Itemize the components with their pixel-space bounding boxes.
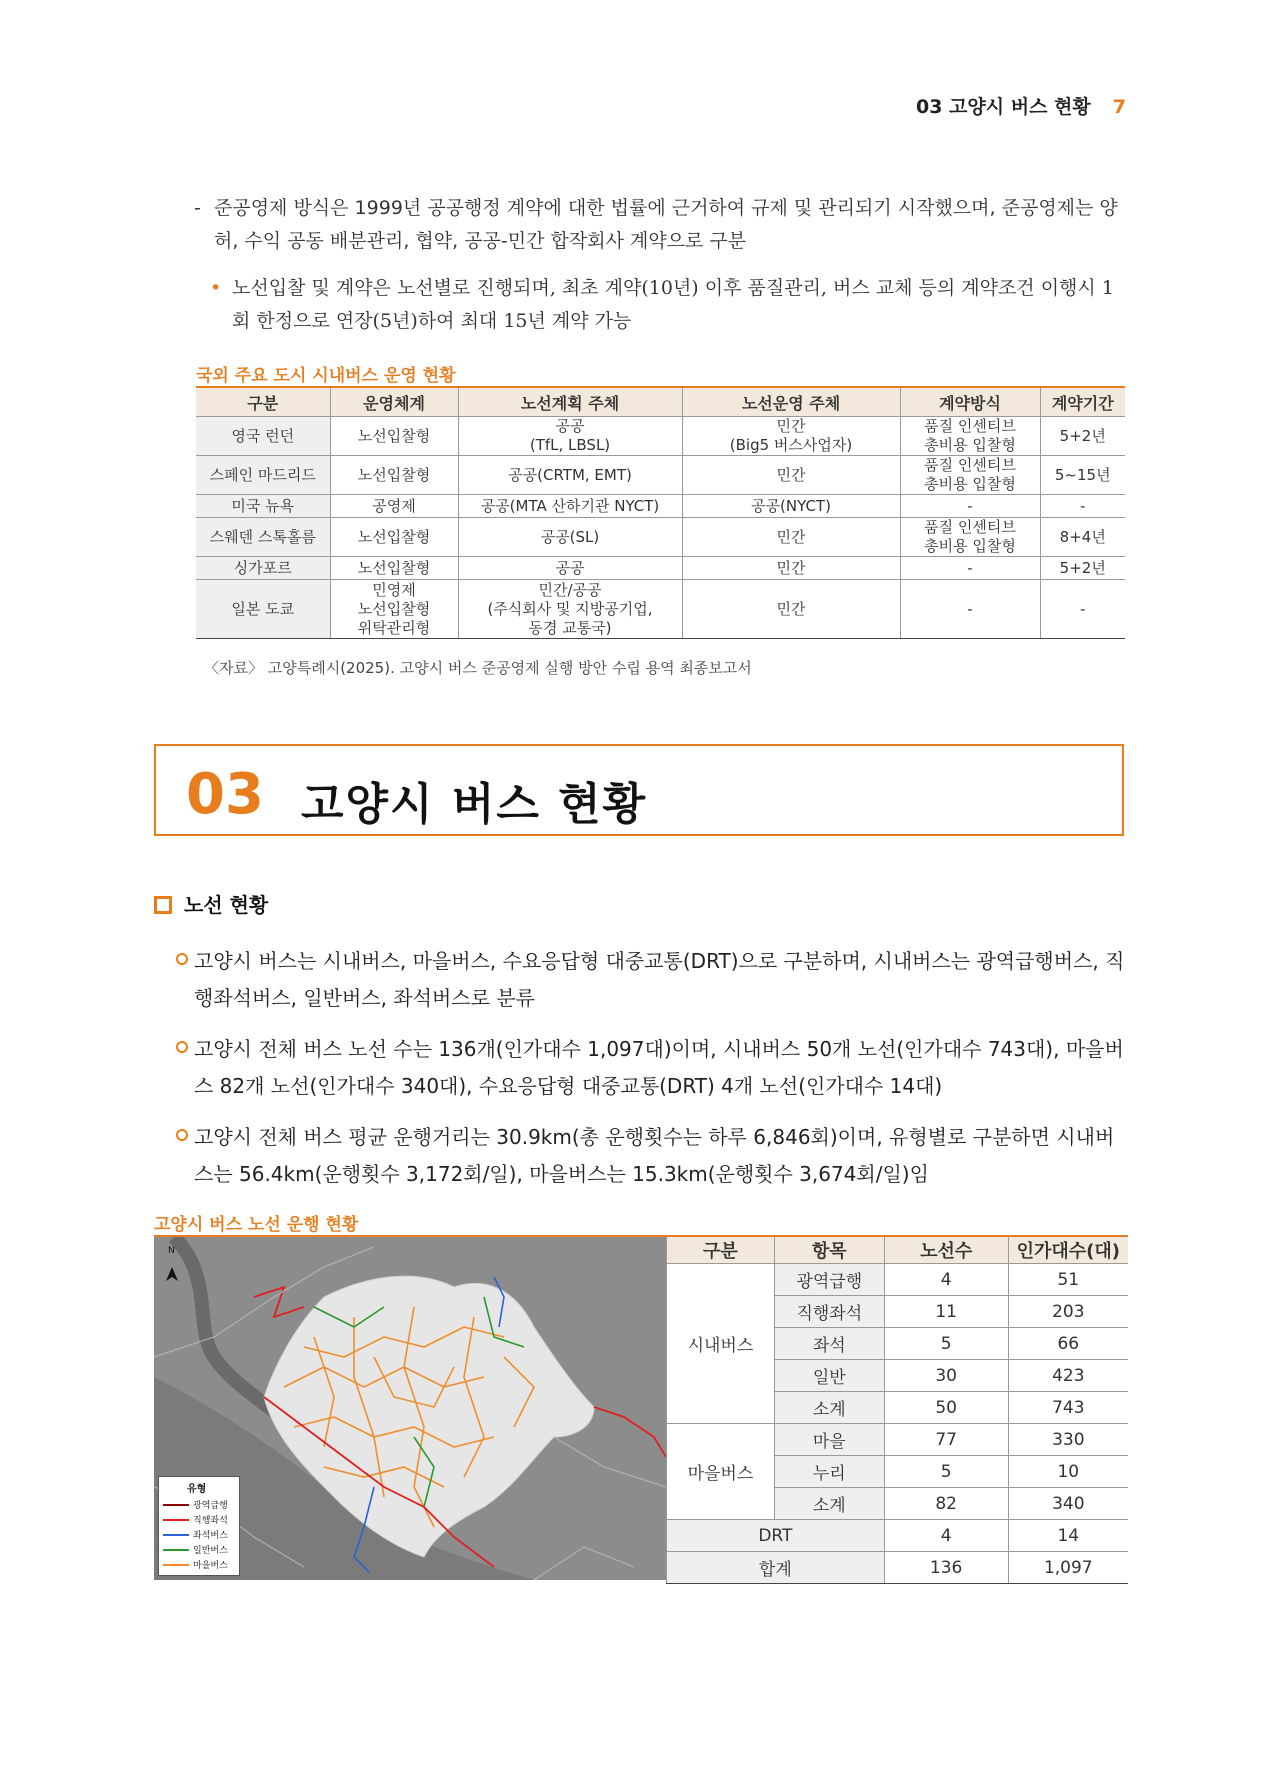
item-cell: 좌석 [774,1328,884,1360]
table-row [196,417,1125,456]
paragraph-text: 고양시 버스는 시내버스, 마을버스, 수요응답형 대중교통(DRT)으로 구분하며, 시내버스는 광역급행버스, 직행좌석버스, 일반버스, 좌석버스로 분류 [194,949,1125,1010]
table-row [196,557,1125,580]
table1-header-row [196,387,1125,417]
legend-item [159,1527,239,1542]
item-cell: 소계 [774,1488,884,1520]
table-cell: - [900,557,1040,580]
table-cell: 공공(MTA 산하기관 NYCT) [458,495,682,518]
table1-header-cell: 계약방식 [900,387,1040,417]
row-label-cell: 싱가포르 [196,557,330,580]
vehicles-cell: 66 [1008,1328,1128,1360]
group-cell: 마을버스 [667,1424,775,1520]
legend-item [159,1512,239,1527]
body-paragraph [176,943,1126,1017]
section-heading-box [154,744,1124,836]
table-cell: 품질 인센티브 총비용 입찰형 [900,417,1040,456]
table2-header-cell: 노선수 [884,1236,1008,1264]
legend-label: 마을버스 [193,1561,228,1571]
count-cell: 77 [884,1424,1008,1456]
section-number: 03 [186,762,264,827]
count-cell: 136 [884,1552,1008,1584]
item-cell: 소계 [774,1392,884,1424]
table2-header-cell: 구분 [667,1236,775,1264]
running-header-title: 03 고양시 버스 현황 [916,96,1091,118]
row-label-cell: 영국 런던 [196,417,330,456]
group-cell: 시내버스 [667,1264,775,1424]
intro-bullet-paragraph [210,272,1124,338]
table-cell: - [1040,580,1125,639]
intro-bullet-text: 노선입찰 및 계약은 노선별로 진행되며, 최초 계약(10년) 이후 품질관리, 버스 교체 등의 계약조건 이행시 1회 한정으로 연장(5년)하여 최대 15년 계약 가능 [232,277,1114,332]
bullet-marker: • [210,277,222,299]
table-cell: 5~15년 [1040,456,1125,495]
legend-swatch [163,1519,189,1521]
count-cell: 30 [884,1360,1008,1392]
count-cell: 5 [884,1328,1008,1360]
table-cell: 공공(NYCT) [682,495,900,518]
table-cell: 노선입찰형 [330,518,458,557]
table-cell: 공영제 [330,495,458,518]
figure-caption: 고양시 버스 노선 운행 현황 [154,1215,359,1235]
count-cell: 4 [884,1520,1008,1552]
vehicles-cell: 51 [1008,1264,1128,1296]
table1-header-cell: 노선운영 주체 [682,387,900,417]
table-row [196,456,1125,495]
count-cell: 11 [884,1296,1008,1328]
legend-swatch [163,1549,189,1551]
vehicles-cell: 10 [1008,1456,1128,1488]
table1-header-cell: 계약기간 [1040,387,1125,417]
row-label-cell: 일본 도쿄 [196,580,330,639]
table-cell: 공공(CRTM, EMT) [458,456,682,495]
paragraph-text: 고양시 전체 버스 노선 수는 136개(인가대수 1,097대)이며, 시내버스 50개 노선(인가대수 743대), 마을버스 82개 노선(인가대수 340대), 수요응답형 대중교통(DRT) 4개 노선(인가대수 14대) [194,1037,1124,1098]
table-cell: 노선입찰형 [330,557,458,580]
legend-label: 직행좌석 [193,1516,228,1526]
table1-header-cell: 구분 [196,387,330,417]
legend-title: 유형 [187,1484,207,1495]
count-cell: 5 [884,1456,1008,1488]
table-cell: - [1040,495,1125,518]
circle-bullet-icon [176,953,188,965]
item-cell: 광역급행 [774,1264,884,1296]
table-cell: 공공 [458,557,682,580]
vehicles-cell: 330 [1008,1424,1128,1456]
table-cell: 민간 [682,456,900,495]
item-cell: 일반 [774,1360,884,1392]
table-cell: 민간/공공 (주식회사 및 지방공기업, 동경 교통국) [458,580,682,639]
table-row [667,1552,1129,1584]
table-cell: 품질 인센티브 총비용 입찰형 [900,456,1040,495]
table-cell: 공공 (TfL, LBSL) [458,417,682,456]
table-cell: - [900,495,1040,518]
table-cell: 5+2년 [1040,557,1125,580]
table-row [667,1424,1129,1456]
map-legend [158,1476,240,1576]
table-cell: - [900,580,1040,639]
circle-bullet-icon [176,1041,188,1053]
item-cell: 누리 [774,1456,884,1488]
legend-item [159,1542,239,1557]
paragraph-text: 고양시 전체 버스 평균 운행거리는 30.9km(총 운행횟수는 하루 6,846회)이며, 유형별로 구분하면 시내버스는 56.4km(운행횟수 3,172회/일), 마을버스는 15.3km(운행횟수 3,674회/일)임 [194,1125,1115,1186]
overseas-bus-table [196,386,1125,639]
item-cell: 직행좌석 [774,1296,884,1328]
table-cell: 8+4년 [1040,518,1125,557]
legend-label: 좌석버스 [193,1531,228,1541]
legend-swatch [163,1564,189,1566]
row-label-cell: 스웨덴 스톡홀름 [196,518,330,557]
table1-source: 〈자료〉 고양특례시(2025). 고양시 버스 준공영제 실행 방안 수립 용역 최종보고서 [204,659,752,677]
legend-item [159,1557,239,1572]
table-cell: 민간 [682,580,900,639]
legend-swatch [163,1534,189,1536]
legend-swatch [163,1504,189,1506]
row-label-cell: 스페인 마드리드 [196,456,330,495]
table-row [667,1264,1129,1296]
legend-item [159,1497,239,1512]
row-label-cell: 미국 뉴욕 [196,495,330,518]
table-cell: 민영제 노선입찰형 위탁관리형 [330,580,458,639]
table-cell: 품질 인센티브 총비용 입찰형 [900,518,1040,557]
item-cell: 마을 [774,1424,884,1456]
table-row [196,518,1125,557]
table2-header-cell: 인가대수(대) [1008,1236,1128,1264]
table-row [196,580,1125,639]
vehicles-cell: 743 [1008,1392,1128,1424]
circle-bullet-icon [176,1129,188,1141]
table-cell: 민간 [682,518,900,557]
total-cell: 합계 [667,1552,885,1584]
table1-header-cell: 운영체계 [330,387,458,417]
count-cell: 82 [884,1488,1008,1520]
vehicles-cell: 340 [1008,1488,1128,1520]
goyang-bus-route-table [666,1235,1128,1584]
running-header [916,92,1126,119]
bus-route-map [154,1235,666,1580]
dash-marker: - [194,197,201,219]
intro-dash-paragraph [196,192,1124,258]
legend-label: 광역급행 [193,1501,228,1511]
table-cell: 공공(SL) [458,518,682,557]
table1-caption: 국외 주요 도시 시내버스 운영 현황 [196,366,456,386]
table1-header-cell: 노선계획 주체 [458,387,682,417]
north-label: N [168,1246,175,1256]
count-cell: 4 [884,1264,1008,1296]
page-number: 7 [1112,96,1126,118]
table-row [196,495,1125,518]
intro-dash-text: 준공영제 방식은 1999년 공공행정 계약에 대한 법률에 근거하여 규제 및 관리되기 시작했으며, 준공영제는 양허, 수익 공동 배분관리, 협약, 공공-민간 합작회사 계약으로 구분 [214,197,1118,252]
count-cell: 50 [884,1392,1008,1424]
body-paragraph [176,1119,1126,1193]
drt-cell: DRT [667,1520,885,1552]
vehicles-cell: 1,097 [1008,1552,1128,1584]
square-bullet-icon [154,896,172,914]
subsection-heading [154,889,268,918]
table-cell: 민간 [682,557,900,580]
table2-header-row [667,1236,1129,1264]
table-cell: 노선입찰형 [330,456,458,495]
table-cell: 노선입찰형 [330,417,458,456]
legend-label: 일반버스 [193,1546,228,1556]
body-paragraph [176,1031,1126,1105]
subsection-title: 노선 현황 [184,893,269,917]
vehicles-cell: 423 [1008,1360,1128,1392]
table-row [667,1520,1129,1552]
vehicles-cell: 14 [1008,1520,1128,1552]
table2-header-cell: 항목 [774,1236,884,1264]
table-cell: 민간 (Big5 버스사업자) [682,417,900,456]
section-title: 고양시 버스 현황 [301,779,648,830]
table-cell: 5+2년 [1040,417,1125,456]
vehicles-cell: 203 [1008,1296,1128,1328]
